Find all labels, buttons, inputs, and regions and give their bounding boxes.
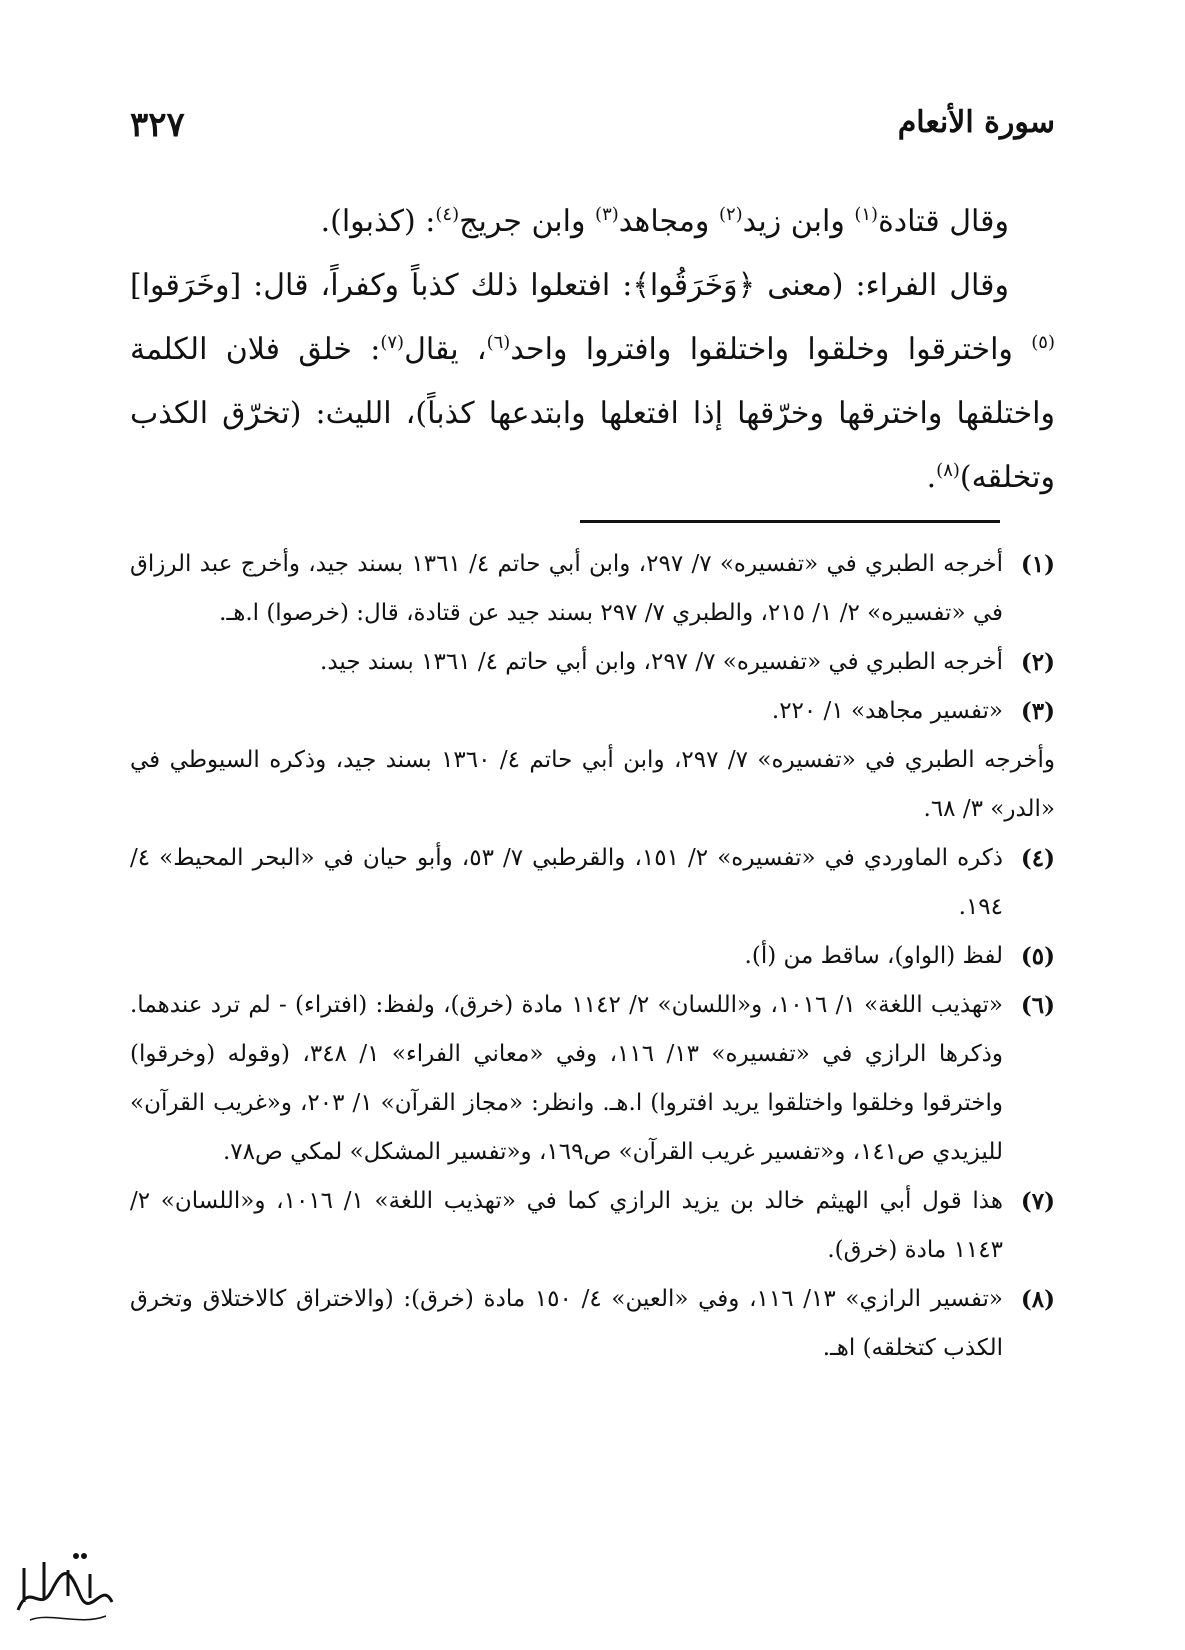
footnote-3-continued <box>130 736 1055 834</box>
footnotes <box>130 540 1055 1373</box>
paragraph-1: وقال قتادة$^{(١)}$ وابن زيد$^{(٢)}$ ومجاهد$^{(٣)}$ وابن جريج$^{(٤)}$: (كذبوا). <box>320 204 1009 239</box>
footnote-4 <box>130 834 1055 932</box>
footnote-ref-8[interactable]: (٨) <box>936 460 960 481</box>
footnote-6 <box>130 981 1055 1177</box>
footnote-1 <box>130 540 1055 638</box>
footnote-number: (٤) <box>1020 845 1055 872</box>
footnote-7 <box>130 1177 1055 1275</box>
page-header <box>130 105 1055 155</box>
footnote-number: (٣) <box>1020 698 1055 725</box>
footnote-text: أخرجه الطبري في «تفسيره» ٧/ ٢٩٧، وابن أبي حاتم ٤/ ١٣٦١ بسند جيد. <box>320 649 1003 675</box>
footnote-text: «تهذيب اللغة» ١/ ١٠١٦، و«اللسان» ٢/ ١١٤٢ مادة (خرق)، ولفظ: (افتراء) - لم ترد عندهما. وذكرها الرازي في «تفسيره» ١٣/ ١١٦، وفي «معاني الفراء» ١/ ٣٤٨، (وقوله (وخرقوا) واخترقوا وخلقوا واختلقوا يريد افتروا) ا.هـ. وانظر: «مجاز القرآن» ١/ ٢٠٣، و«غريب القرآن» لليزيدي ص١٤١، و«تفسير غريب القرآن» ص١٦٩، و«تفسير المشكل» لمكي ص٧٨. <box>130 992 1004 1165</box>
footnote-text: «تفسير مجاهد» ١/ ٢٢٠. <box>771 698 1003 724</box>
main-text <box>130 190 1055 510</box>
footnote-number: (٢) <box>1020 649 1055 676</box>
paragraph-2: وقال الفراء: (معنى ﴿وَخَرَقُوا﴾: افتعلوا ذلك كذباً وكفراً، قال: [وخَرَقوا]$^{(٥)}$ واخترقوا وخلقوا واختلقوا وافتروا واحد$^{(٦)}$، يقال$^{(٧)}$: خلق فلان الكلمة واختلقها واخترقها وخرّقها إذا افتعلها وابتدعها كذباً)، الليث: (تخرّق الكذب وتخلقه)$^{(٨)}$. <box>130 268 1055 495</box>
footnote-ref-1[interactable]: (١) <box>854 204 879 225</box>
footnote-ref-3[interactable]: (٣) <box>595 204 619 225</box>
page-number: ٣٢٧ <box>130 105 185 145</box>
footnote-8 <box>130 1275 1055 1373</box>
footnote-text: وأخرجه الطبري في «تفسيره» ٧/ ٢٩٧، وابن أبي حاتم ٤/ ١٣٦٠ بسند جيد، وذكره السيوطي في «الدر» ٣/ ٦٨. <box>130 747 1056 822</box>
footnote-ref-5[interactable]: (٥) <box>1031 332 1055 353</box>
footnote-divider <box>580 520 1000 523</box>
surah-title: سورة الأنعام <box>897 105 1055 140</box>
library-seal-icon <box>10 1540 120 1630</box>
footnote-number: (٨) <box>1020 1286 1055 1313</box>
footnote-ref-4[interactable]: (٤) <box>435 204 460 225</box>
footnote-ref-7[interactable]: (٧) <box>380 332 405 353</box>
footnote-text: لفظ (الواو)، ساقط من (أ). <box>744 943 1003 969</box>
footnote-5 <box>130 932 1055 981</box>
footnote-ref-2[interactable]: (٢) <box>718 204 743 225</box>
footnote-3 <box>130 687 1055 736</box>
footnote-text: أخرجه الطبري في «تفسيره» ٧/ ٢٩٧، وابن أبي حاتم ٤/ ١٣٦١ بسند جيد، وأخرج عبد الرزاق في «تفسيره» ٢/ ١/ ٢١٥، والطبري ٧/ ٢٩٧ بسند جيد عن قتادة، قال: (خرصوا) ا.هـ. <box>130 551 1003 626</box>
footnote-number: (٦) <box>1020 992 1055 1019</box>
footnote-2 <box>130 638 1055 687</box>
footnote-number: (٥) <box>1020 943 1055 970</box>
footnote-number: (٧) <box>1020 1188 1055 1215</box>
footnote-ref-6[interactable]: (٦) <box>486 332 511 353</box>
footnote-text: هذا قول أبي الهيثم خالد بن يزيد الرازي كما في «تهذيب اللغة» ١/ ١٠١٦، و«اللسان» ٢/ ١١٤٣ مادة (خرق). <box>130 1188 1003 1263</box>
footnote-text: «تفسير الرازي» ١٣/ ١١٦، وفي «العين» ٤/ ١٥٠ مادة (خرق): (والاختراق كالاختلاق وتخرق الكذب كتخلقه) اهـ. <box>130 1286 1004 1361</box>
footnote-text: ذكره الماوردي في «تفسيره» ٢/ ١٥١، والقرطبي ٧/ ٥٣، وأبو حيان في «البحر المحيط» ٤/ ١٩٤. <box>130 845 1004 920</box>
footnote-number: (١) <box>1020 551 1055 578</box>
